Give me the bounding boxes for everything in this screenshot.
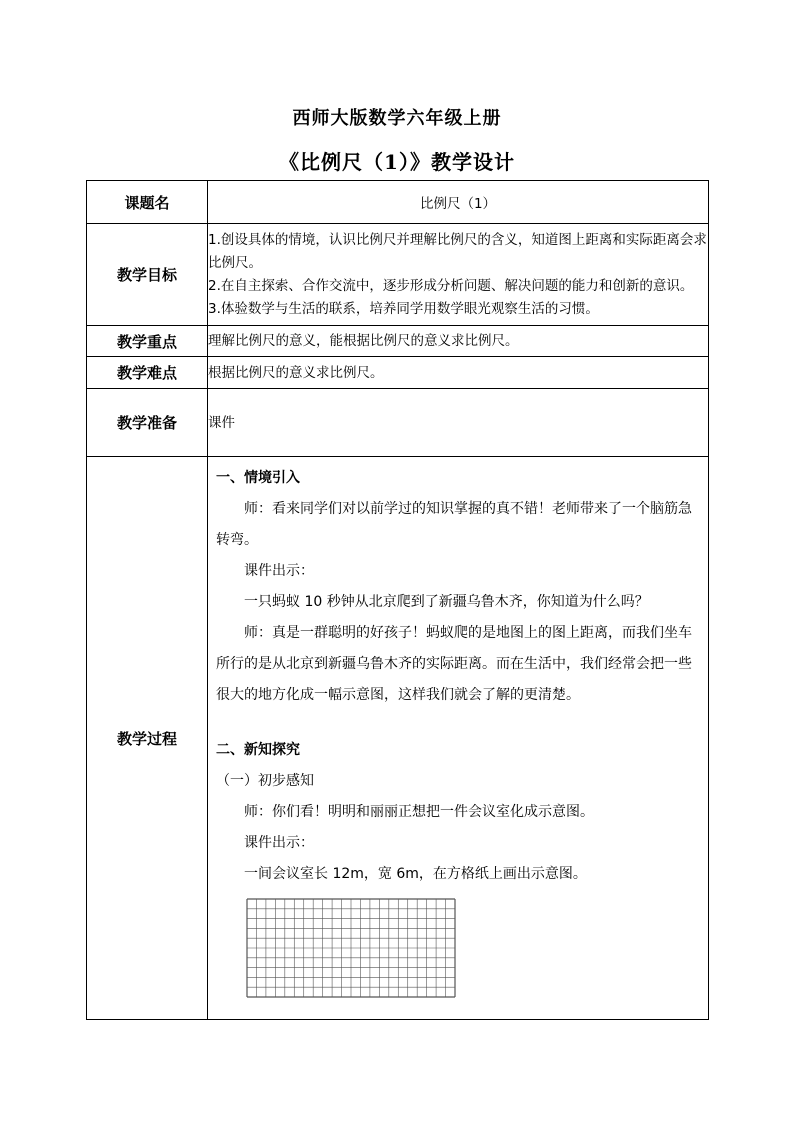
row-goals: [87, 224, 709, 326]
row-process: [87, 457, 709, 1020]
process-content: [208, 457, 709, 1020]
difficulty-value: 根据比例尺的意义求比例尺。: [208, 357, 709, 389]
paragraph-teacher-1: 师：看来同学们对以前学过的知识掌握的真不错！老师带来了一个脑筋急转弯。: [216, 501, 692, 548]
goal-item-2: 2.在自主探索、合作交流中，逐步形成分析问题、解决问题的能力和创新的意识。: [208, 277, 694, 294]
paragraph-teacher-2: 师：真是一群聪明的好孩子！蚂蚁爬的是地图上的图上距离，而我们坐车所行的是从北京到新疆乌鲁木齐的实际距离。而在生活中，我们经常会把一些很大的地方化成一幅示意图，这样我们就会了解的更清楚。: [216, 625, 692, 703]
row-topic: [87, 181, 709, 224]
difficulty-label: 教学难点: [87, 357, 208, 389]
topic-label: 课题名: [87, 181, 208, 224]
paragraph-courseware-1: 课件出示：: [244, 563, 314, 579]
lesson-plan-table: [86, 180, 709, 1020]
goal-item-3: 3.体验数学与生活的联系，培养同学用数学眼光观察生活的习惯。: [208, 300, 599, 317]
paragraph-meeting-room: 一间会议室长 12m，宽 6m，在方格纸上画出示意图。: [244, 866, 587, 882]
topic-value: 比例尺（1）: [208, 181, 709, 224]
goals-content: [208, 224, 709, 326]
goals-label: 教学目标: [87, 224, 208, 326]
prep-label: 教学准备: [87, 389, 208, 457]
key-value: 理解比例尺的意义，能根据比例尺的意义求比例尺。: [208, 326, 709, 357]
paragraph-teacher-3: 师：你们看！明明和丽丽正想把一件会议室化成示意图。: [244, 804, 594, 820]
section-intro-heading: 一、情境引入: [216, 470, 300, 486]
goal-item-1: 1.创设具体的情境，认识比例尺并理解比例尺的含义，知道图上距离和实际距离会求比例尺。: [208, 231, 707, 271]
row-key-points: [87, 326, 709, 357]
process-label: 教学过程: [87, 457, 208, 1020]
lesson-title: 《比例尺（1）》教学设计: [279, 150, 515, 174]
prep-value: 课件: [208, 389, 709, 457]
row-preparation: [87, 389, 709, 457]
grid-paper: [246, 898, 456, 998]
row-difficulty: [87, 357, 709, 389]
spacer: [216, 711, 700, 735]
grid-paper-drawing: [246, 898, 456, 998]
paragraph-riddle: 一只蚂蚁 10 秒钟从北京爬到了新疆乌鲁木齐，你知道为什么吗？: [244, 594, 649, 610]
document-title: 西师大版数学六年级上册: [292, 108, 502, 129]
subsection-heading: （一）初步感知: [216, 773, 314, 789]
section-new-heading: 二、新知探究: [216, 742, 300, 758]
key-label: 教学重点: [87, 326, 208, 357]
paragraph-courseware-2: 课件出示：: [244, 835, 314, 851]
